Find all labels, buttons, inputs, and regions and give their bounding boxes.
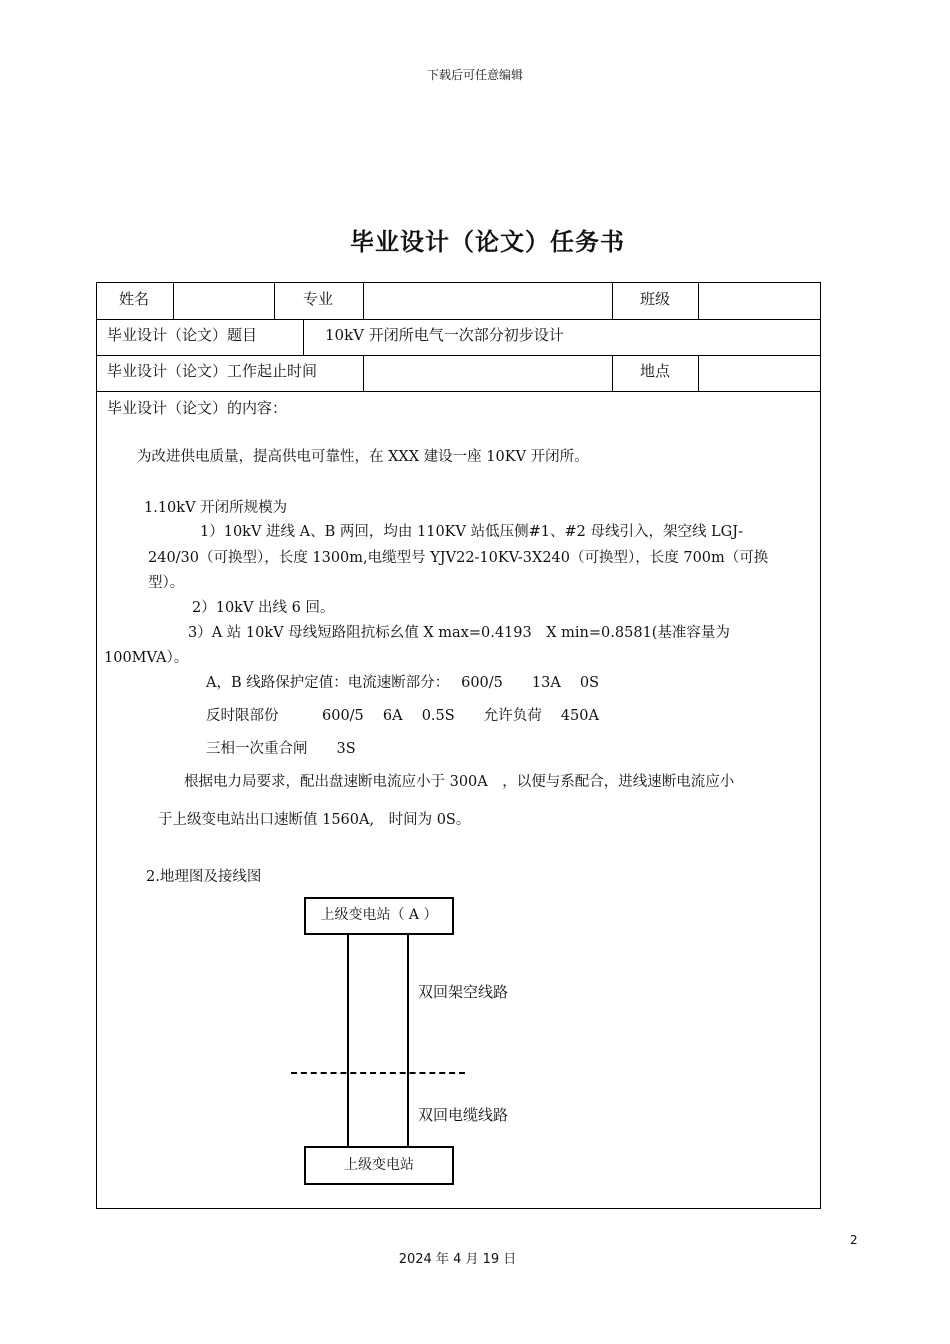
row-divider <box>97 391 820 392</box>
topic-value: 10kV 开闭所电气一次部分初步设计 <box>325 326 564 344</box>
section-1-line: 2）10kV 出线 6 回。 <box>192 600 335 616</box>
row-divider <box>97 319 820 320</box>
period-label: 毕业设计（论文）工作起止时间 <box>107 362 318 380</box>
section-1-line: 100MVA）。 <box>104 650 189 666</box>
header-note: 下载后可任意编辑 <box>426 68 523 82</box>
topic-label: 毕业设计（论文）题目 <box>107 326 258 344</box>
bottom-substation-box: 上级变电站 <box>304 1146 454 1185</box>
section-1-line: 反时限部份 600/5 6A 0.5S 允许负荷 450A <box>206 708 599 724</box>
col-divider <box>303 319 304 355</box>
col-divider <box>698 355 699 391</box>
name-label: 姓名 <box>119 290 150 308</box>
section-1-line: 3）A 站 10kV 母线短路阻抗标幺值 X max=0.4193 X min=0.8581(基准容量为 <box>188 625 730 641</box>
row-divider <box>97 355 820 356</box>
col-divider <box>363 355 364 391</box>
task-table <box>96 282 821 1209</box>
col-divider <box>612 283 613 319</box>
section-1-line: 1）10kV 进线 A、B 两回，均由 110KV 站低压侧#1、#2 母线引入，架空线 LGJ- <box>200 524 743 540</box>
document-title: 毕业设计（论文）任务书 <box>350 228 625 256</box>
overhead-line-label: 双回架空线路 <box>418 983 509 1001</box>
col-divider <box>363 283 364 319</box>
place-label: 地点 <box>640 362 671 380</box>
section-1-line: 根据电力局要求，配出盘速断电流应小于 300A ，以便与系配合，进线速断电流应小 <box>184 774 735 790</box>
section-2-title: 2.地理图及接线图 <box>146 869 262 885</box>
section-1-line: 于上级变电站出口速断值 1560A, 时间为 0S。 <box>158 812 471 828</box>
section-1-line: 三相一次重合闸 3S <box>206 741 356 757</box>
col-divider <box>173 283 174 319</box>
line-left <box>347 935 349 1146</box>
col-divider <box>612 355 613 391</box>
intro-paragraph: 为改进供电质量，提高供电可靠性，在 XXX 建设一座 10KV 开闭所。 <box>137 449 589 465</box>
class-label: 班级 <box>640 290 671 308</box>
section-1-line: 240/30（可换型），长度 1300m,电缆型号 YJV22-10KV-3X240（可换型），长度 700m（可换 <box>148 550 769 566</box>
col-divider <box>698 283 699 319</box>
content-label: 毕业设计（论文）的内容： <box>107 399 288 417</box>
section-1-line: 型）。 <box>148 575 185 591</box>
top-substation-box: 上级变电站（ A ） <box>304 897 454 935</box>
footer-date: 2024 年 4 月 19 日 <box>398 1252 517 1267</box>
cable-line-label: 双回电缆线路 <box>418 1106 509 1124</box>
major-label: 专业 <box>303 290 334 308</box>
section-1-line: A，B 线路保护定值：电流速断部分： 600/5 13A 0S <box>206 675 600 691</box>
boundary-dashed-line <box>291 1072 465 1074</box>
col-divider <box>274 283 275 319</box>
section-1-title: 1.10kV 开闭所规模为 <box>144 500 288 516</box>
line-right <box>407 935 409 1146</box>
page-number: 2 <box>850 1233 858 1247</box>
